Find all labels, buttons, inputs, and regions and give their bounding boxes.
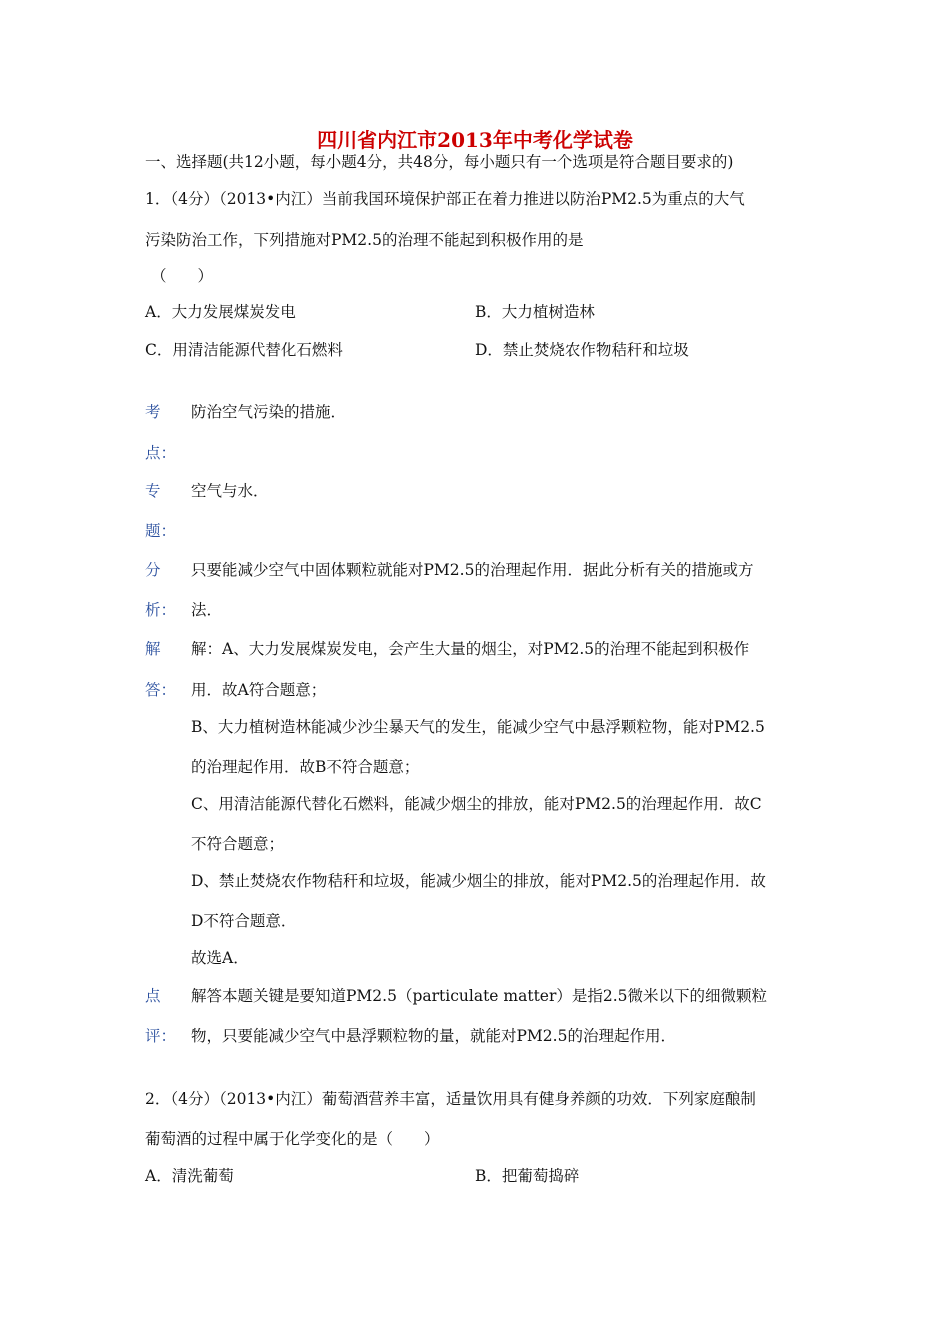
fenxi-text-line-2: 法． [191, 601, 223, 619]
question-1-option-d: D．禁止焚烧农作物秸秆和垃圾 [475, 341, 689, 359]
jieda-line: 不符合题意； [191, 835, 285, 853]
question-1-option-b: B．大力植树造林 [475, 303, 595, 321]
label-kaodian-1: 考 [145, 403, 161, 421]
page-title: 四川省内江市2013年中考化学试卷 [317, 128, 633, 152]
question-2-option-b: B．把葡萄捣碎 [475, 1167, 580, 1185]
jieda-line: D不符合题意． [191, 912, 297, 930]
jieda-line: B、大力植树造林能减少沙尘暴天气的发生，能减少空气中悬浮颗粒物，能对PM2.5 [191, 718, 765, 736]
jieda-line: 解：A、大力发展煤炭发电，会产生大量的烟尘，对PM2.5的治理不能起到积极作 [191, 640, 750, 658]
label-dianping-1: 点 [145, 987, 161, 1005]
label-zhuanti-2: 题： [145, 522, 177, 540]
question-2-line-1: 2．（4分）（2013•内江）葡萄酒营养丰富，适量饮用具有健身养颜的功效．下列家庭酿制 [145, 1090, 756, 1108]
jieda-line: C、用清洁能源代替化石燃料，能减少烟尘的排放，能对PM2.5的治理起作用．故C [191, 795, 762, 813]
label-fenxi-1: 分 [145, 561, 161, 579]
label-dianping-2: 评： [145, 1027, 177, 1045]
jieda-line: 的治理起作用．故B不符合题意； [191, 758, 420, 776]
section-heading: 一、选择题(共12小题，每小题4分，共48分，每小题只有一个选项是符合题目要求的) [145, 153, 734, 171]
label-kaodian-2: 点： [145, 444, 177, 462]
fenxi-text-line-1: 只要能减少空气中固体颗粒就能对PM2.5的治理起作用．据此分析有关的措施或方 [191, 561, 754, 579]
label-fenxi-2: 析： [145, 601, 177, 619]
jieda-line: 故选A． [191, 949, 249, 967]
question-2-line-2: 葡萄酒的过程中属于化学变化的是（ ） [145, 1130, 440, 1148]
kaodian-text: 防治空气污染的措施． [191, 403, 347, 421]
label-jieda-1: 解 [145, 640, 161, 658]
question-1-option-a: A．大力发展煤炭发电 [145, 303, 296, 321]
question-2-option-a: A．清洗葡萄 [145, 1167, 234, 1185]
dianping-text-line-2: 物，只要能减少空气中悬浮颗粒物的量，就能对PM2.5的治理起作用． [191, 1027, 676, 1045]
dianping-text-line-1: 解答本题关键是要知道PM2.5（particulate matter）是指2.5微米以下的细微颗粒 [191, 987, 768, 1005]
zhuanti-text: 空气与水． [191, 482, 269, 500]
question-1-option-c: C．用清洁能源代替化石燃料 [145, 341, 343, 359]
question-1-line-2: 污染防治工作，下列措施对PM2.5的治理不能起到积极作用的是 [145, 231, 584, 249]
question-1-answer-paren: （ ） [151, 267, 214, 285]
question-1-line-1: 1．（4分）（2013•内江）当前我国环境保护部正在着力推进以防治PM2.5为重点的大气 [145, 190, 745, 208]
label-zhuanti-1: 专 [145, 482, 161, 500]
jieda-line: 用．故A符合题意； [191, 681, 327, 699]
label-jieda-2: 答： [145, 681, 177, 699]
jieda-line: D、禁止焚烧农作物秸秆和垃圾，能减少烟尘的排放，能对PM2.5的治理起作用．故 [191, 872, 766, 890]
